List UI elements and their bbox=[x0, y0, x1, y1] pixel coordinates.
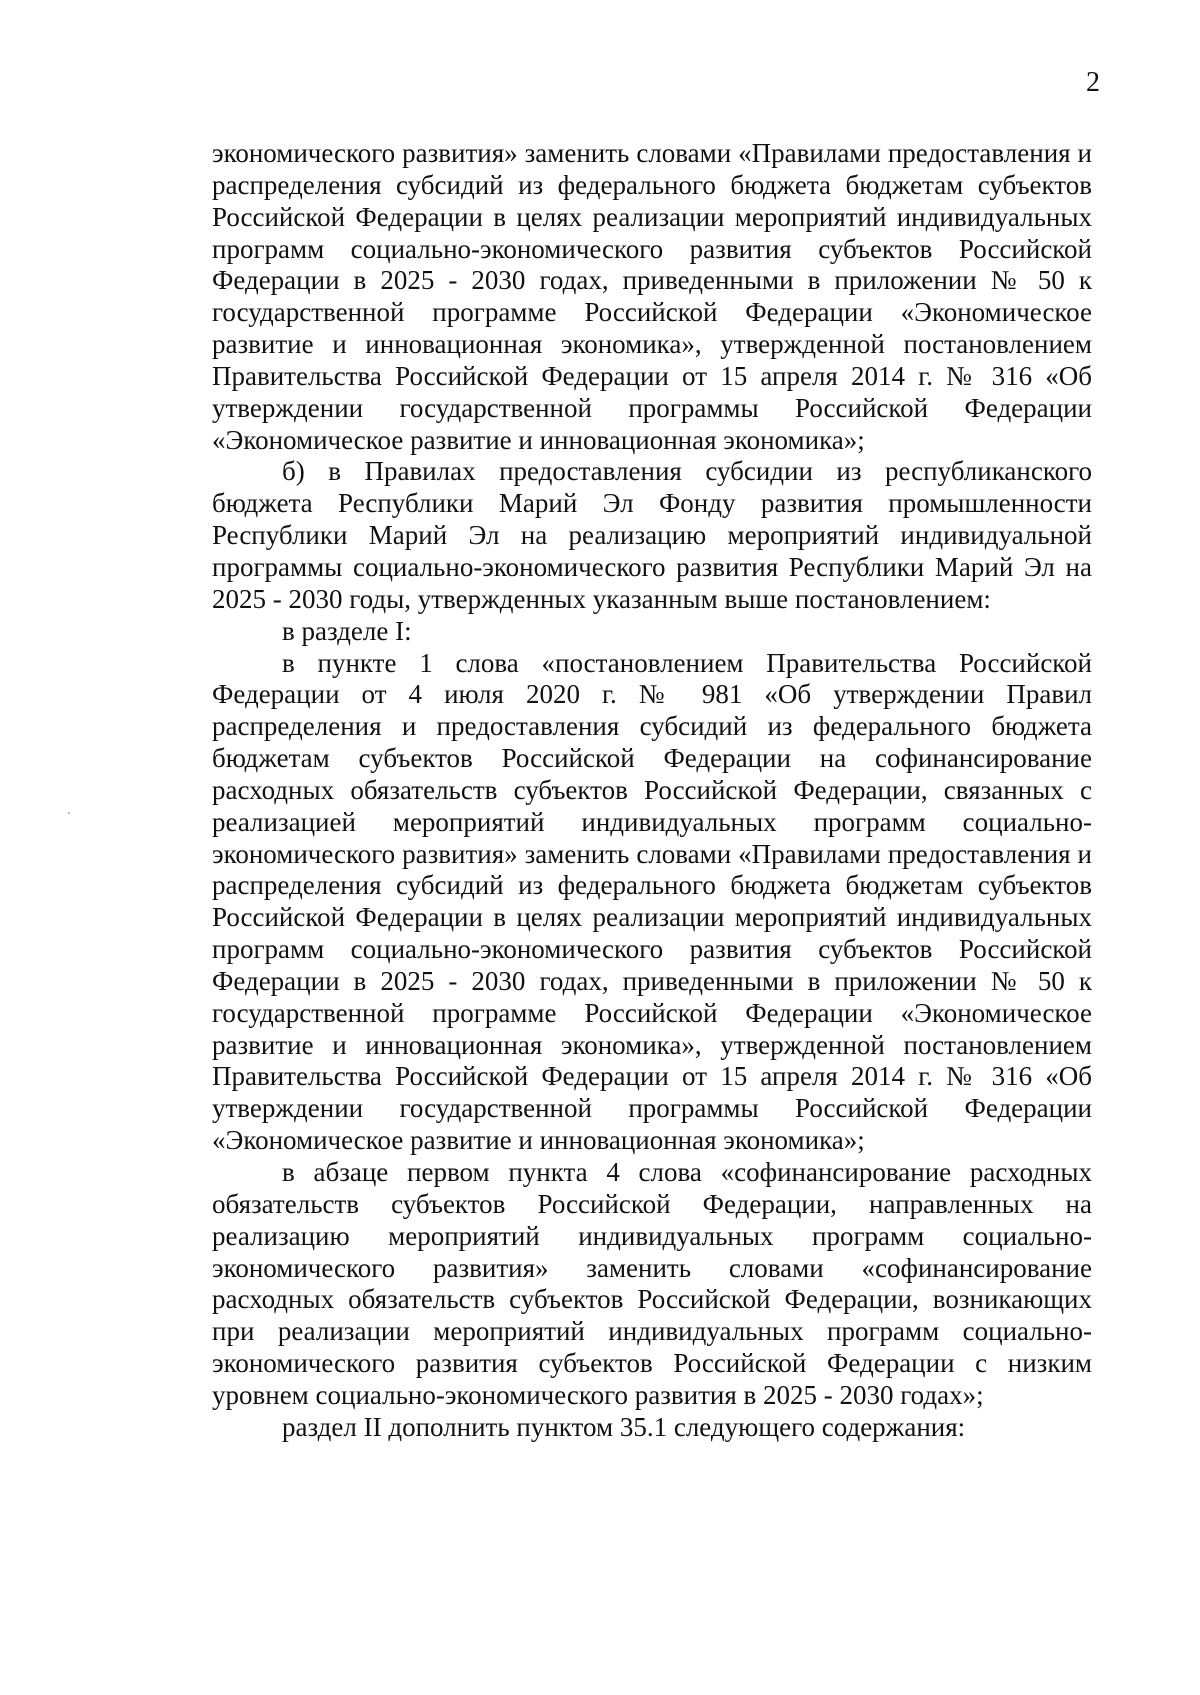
paragraph-section-ii: раздел II дополнить пунктом 35.1 следующего содержания: bbox=[282, 1411, 966, 1442]
paragraph-continuation: экономического развития» заменить словами «Правилами предоставления и распределения субсидий из федерального бюджета бюджетам субъектов Российской Федерации в целях реализации мероприятий индивидуальных программ социально-экономического развития субъектов Российской Федерации в 2025 - 2030 годах, приведенными в приложении № 50 к государственной программе Российской Федерации «Экономическое развитие и инновационная экономика», утвержденной постановлением Правительства Российской Федерации от 15 апреля 2014 г. № 316 «Об утверждении государственной программы Российской Федерации «Экономическое развитие и инновационная экономика»; bbox=[212, 138, 1092, 455]
page-number: 2 bbox=[1086, 67, 1100, 98]
paragraph-point-1: в пункте 1 слова «постановлением Правительства Российской Федерации от 4 июля 2020 г. № 981 «Об утверждении Правил распределения и предоставления субсидий из федерального бюджета бюджетам субъектов Российской Федерации на софинансирование расходных обязательств субъектов Российской Федерации, связанных с реализацией мероприятий индивидуальных программ социально-экономического развития» заменить словами «Правилами предоставления и распределения субсидий из федерального бюджета бюджетам субъектов Российской Федерации в целях реализации мероприятий индивидуальных программ социально-экономического развития субъектов Российской Федерации в 2025 - 2030 годах, приведенными в приложении № 50 к государственной программе Российской Федерации «Экономическое развитие и инновационная экономика», утвержденной постановлением Правительства Российской Федерации от 15 апреля 2014 г. № 316 «Об утверждении государственной программы Российской Федерации «Экономическое развитие и инновационная экономика»; bbox=[212, 647, 1092, 1156]
scan-speck bbox=[68, 812, 70, 814]
paragraph-subitem-b: б) в Правилах предоставления субсидии из республиканского бюджета Республики Марий Эл Фонду развития промышленности Республики Марий Эл на реализацию мероприятий индивидуальной программы социально-экономического развития Республики Марий Эл на 2025 - 2030 годы, утвержденных указанным выше постановлением: bbox=[212, 456, 1092, 614]
paragraph-point-4: в абзаце первом пункта 4 слова «софинансирование расходных обязательств субъектов Российской Федерации, направленных на реализацию мероприятий индивидуальных программ социально-экономического развития» заменить словами «софинансирование расходных обязательств субъектов Российской Федерации, возникающих при реализации мероприятий индивидуальных программ социально-экономического развития субъектов Российской Федерации с низким уровнем социально-экономического развития в 2025 - 2030 годах»; bbox=[212, 1157, 1092, 1410]
paragraph-section-i: в разделе I: bbox=[282, 615, 412, 646]
document-body bbox=[212, 138, 1092, 1444]
